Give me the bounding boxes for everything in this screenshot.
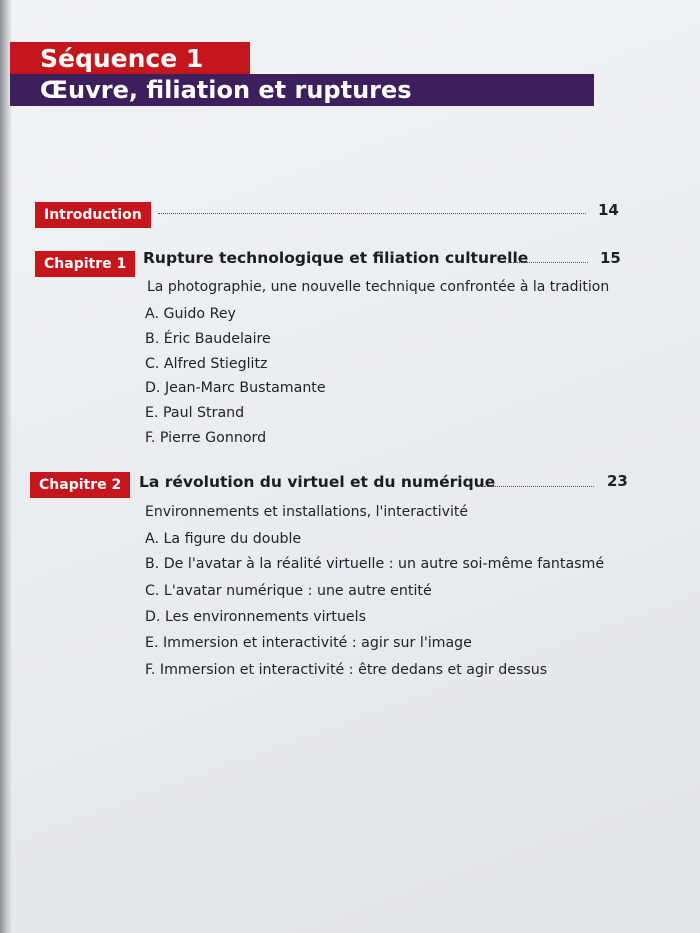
chapter-2-subtitle: Environnements et installations, l'interactivité: [145, 504, 468, 520]
chapter-2-item-b[interactable]: B. De l'avatar à la réalité virtuelle : un autre soi-même fantasmé: [145, 556, 605, 572]
chapter-1-item-b[interactable]: B. Éric Baudelaire: [145, 331, 271, 347]
page-binding-shadow: [0, 0, 12, 933]
chapter-2-title[interactable]: La révolution du virtuel et du numérique: [139, 473, 496, 491]
chapter-1-leader: [508, 262, 588, 263]
chapter-1-page: 15: [600, 249, 621, 267]
chapter-2-page: 23: [607, 472, 628, 490]
chapter-1-item-e[interactable]: E. Paul Strand: [145, 405, 245, 421]
introduction-leader: [158, 213, 586, 214]
chapter-2-item-f[interactable]: F. Immersion et interactivité : être dedans et agir dessus: [145, 662, 548, 678]
introduction-tag[interactable]: Introduction: [35, 202, 151, 228]
introduction-page: 14: [598, 201, 619, 219]
chapter-1-item-a[interactable]: A. Guido Rey: [145, 306, 236, 322]
chapter-2-tag[interactable]: Chapitre 2: [30, 472, 130, 498]
chapter-1-tag[interactable]: Chapitre 1: [35, 251, 135, 277]
chapter-2-leader: [484, 486, 594, 487]
chapter-1-title[interactable]: Rupture technologique et filiation culturelle: [143, 249, 529, 267]
chapter-2-item-e[interactable]: E. Immersion et interactivité : agir sur l'image: [145, 635, 472, 651]
chapter-1-subtitle: La photographie, une nouvelle technique confrontée à la tradition: [147, 279, 610, 295]
chapter-1-item-f[interactable]: F. Pierre Gonnord: [145, 430, 267, 446]
sequence-title: Œuvre, filiation et ruptures: [10, 74, 594, 106]
chapter-2-item-d[interactable]: D. Les environnements virtuels: [145, 609, 366, 625]
chapter-2-item-c[interactable]: C. L'avatar numérique : une autre entité: [145, 583, 432, 599]
chapter-2-item-a[interactable]: A. La figure du double: [145, 531, 302, 547]
sequence-label: Séquence 1: [10, 42, 250, 76]
chapter-1-item-c[interactable]: C. Alfred Stieglitz: [145, 356, 268, 372]
chapter-1-item-d[interactable]: D. Jean-Marc Bustamante: [145, 380, 326, 396]
